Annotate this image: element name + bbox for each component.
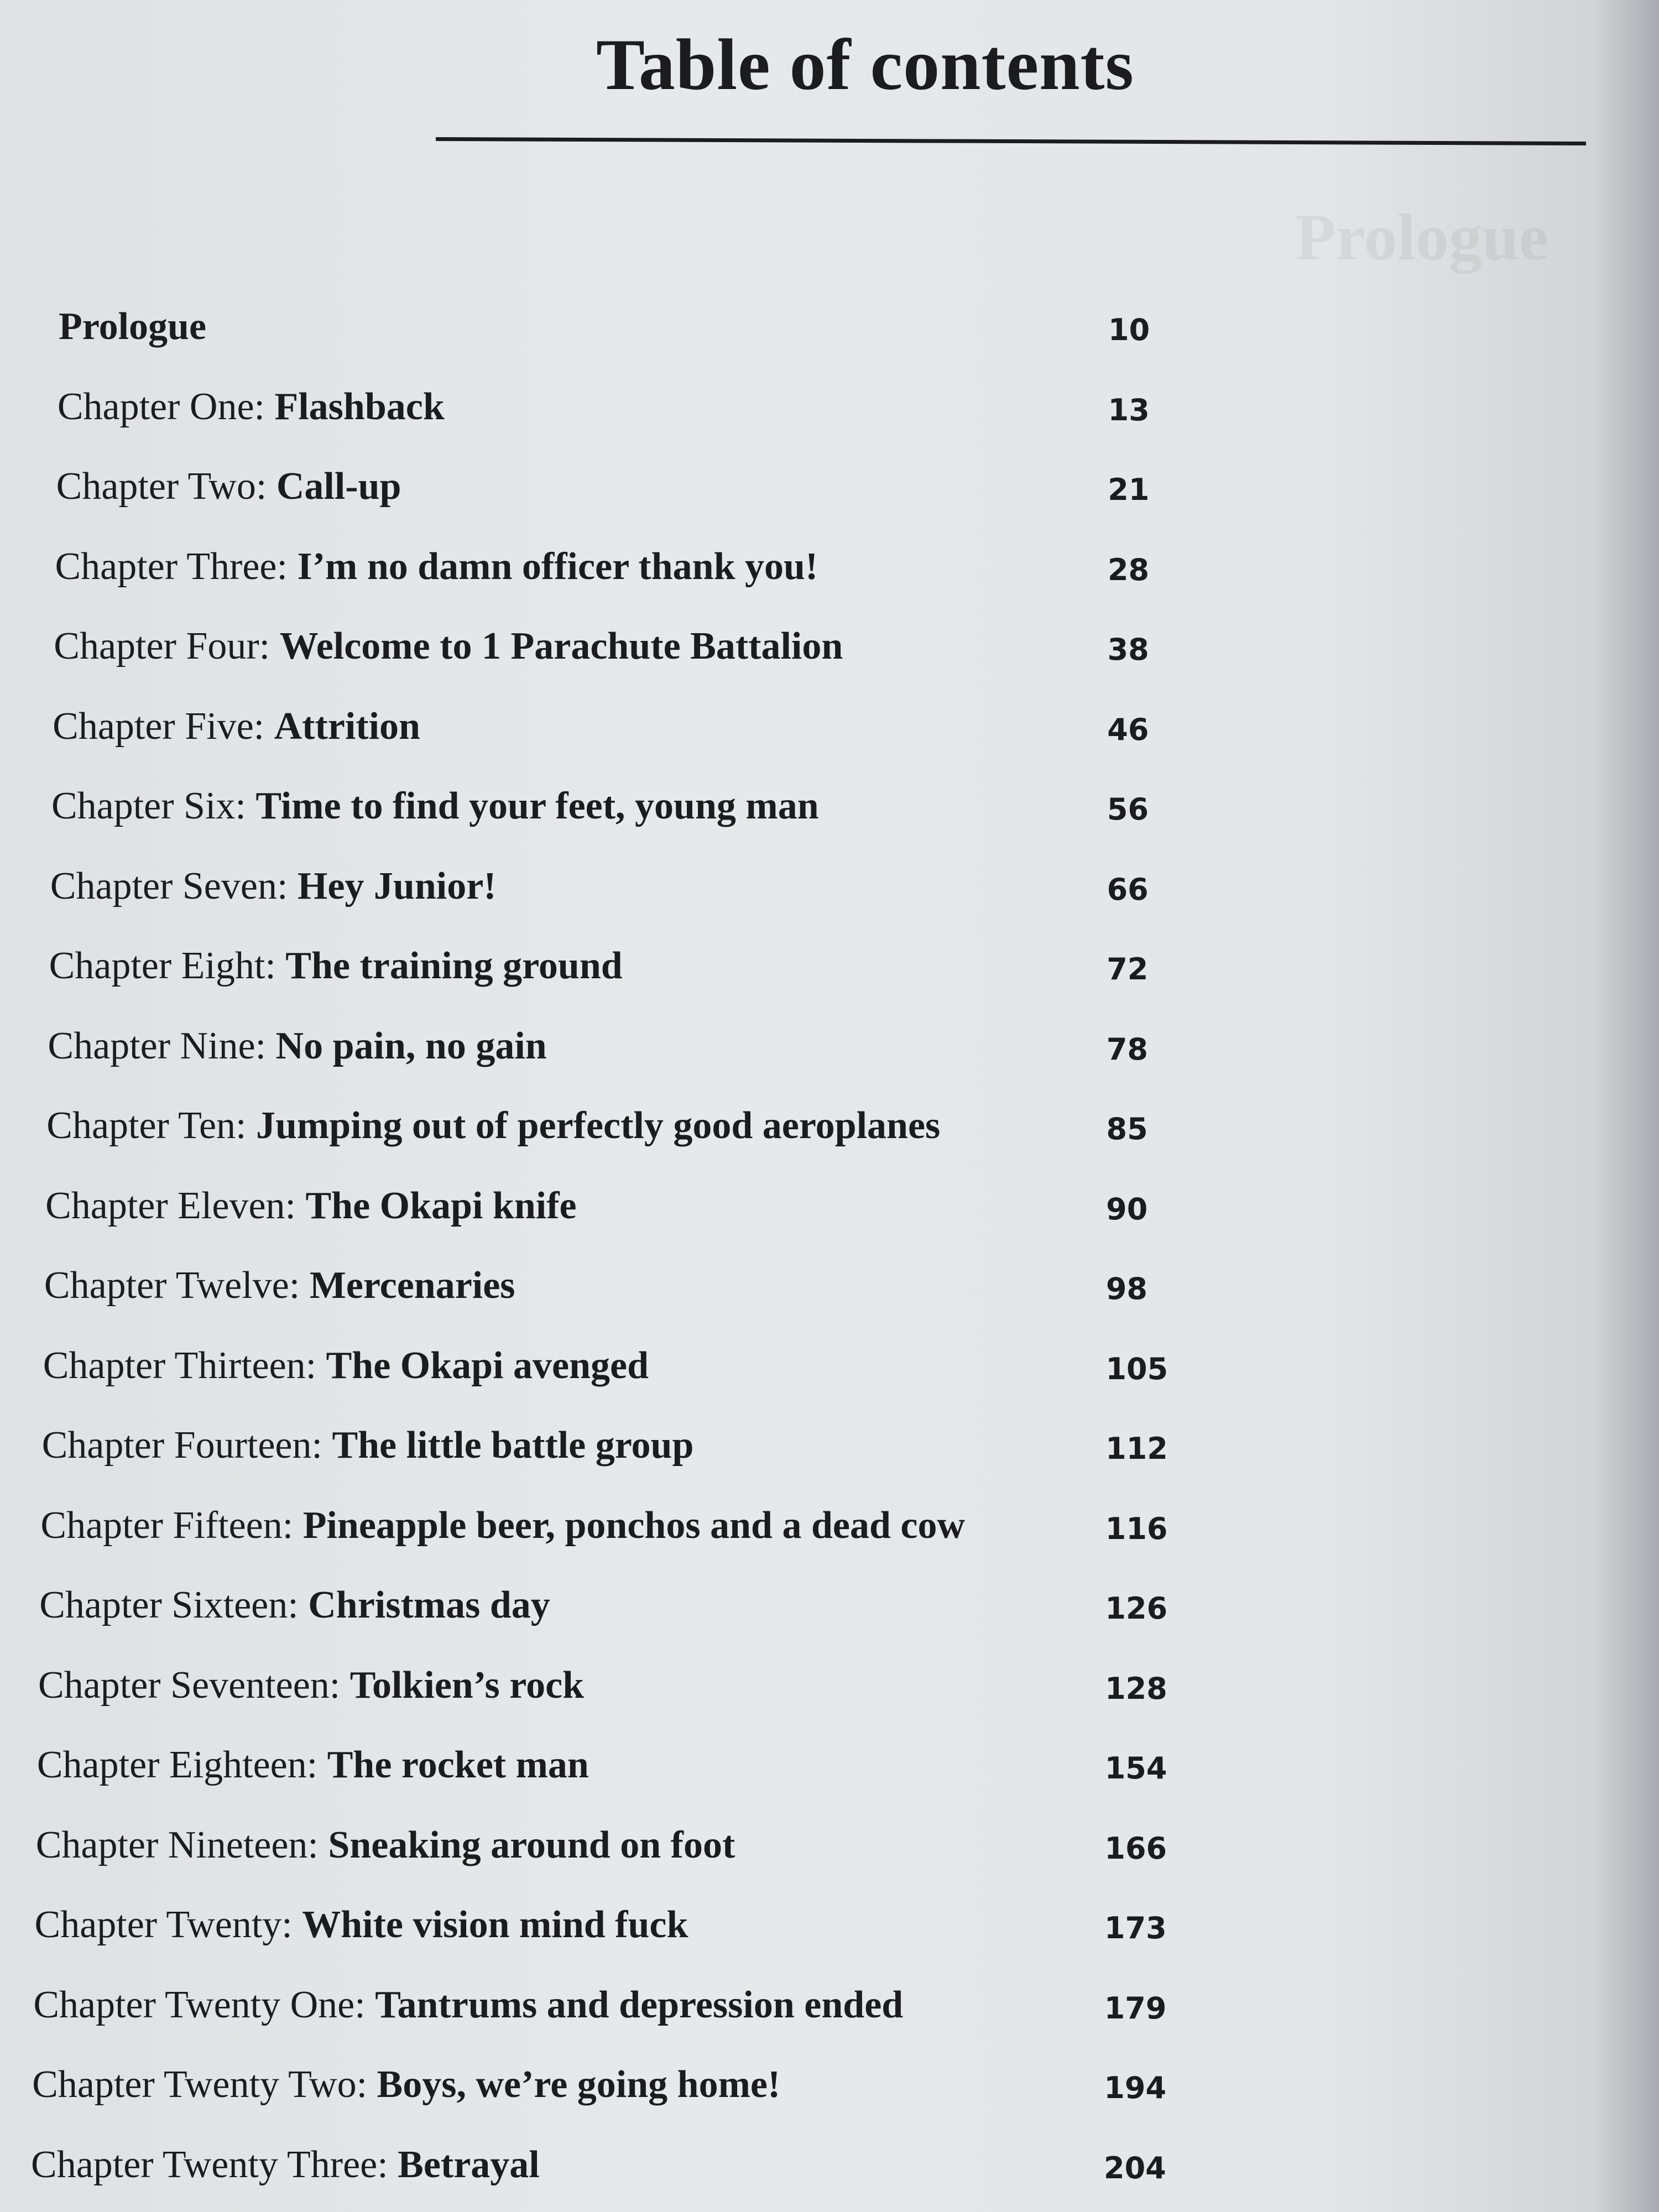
entry-title: Welcome to 1 Parachute Battalion [279,625,843,668]
entry-label: Chapter Eight: [49,945,286,988]
page-number: 56 [1107,792,1149,827]
toc-entry-chapter-15[interactable] [40,1506,965,1545]
page-number: 10 [1108,312,1150,347]
toc-entry-chapter-13[interactable] [43,1344,649,1387]
page-number: 179 [1104,1990,1167,2026]
page-number: 105 [1105,1351,1168,1386]
page-number: 126 [1105,1591,1168,1626]
page-number: 90 [1106,1191,1148,1227]
toc-entry-chapter-21[interactable] [33,1983,904,2026]
page-number: 46 [1107,712,1149,747]
page-number: 128 [1105,1671,1167,1706]
toc-entry-chapter-8[interactable] [49,945,623,988]
entry-title: The Okapi knife [305,1184,577,1227]
toc-entry-chapter-22[interactable] [32,2065,780,2104]
toc-entry-chapter-6[interactable] [51,787,819,826]
entry-title: Betrayal [398,2143,540,2186]
page-number: 116 [1105,1511,1168,1546]
entry-title: Flashback [274,385,445,428]
entry-title: Pineapple beer, ponchos and a dead cow [302,1504,966,1547]
entry-title: Attrition [274,705,420,748]
entry-label: Chapter Three: [55,545,298,588]
page-number: 204 [1104,2151,1166,2185]
entry-label: Chapter Twenty Two: [32,2063,377,2106]
page-number: 112 [1105,1431,1168,1467]
page-number: 98 [1105,1271,1147,1307]
entry-label: Chapter Five: [53,705,274,748]
entry-label: Chapter Sixteen: [39,1584,309,1627]
entry-label: Prologue [59,305,207,348]
page-number: 72 [1107,952,1149,987]
entry-title: White vision mind fuck [302,1903,688,1947]
toc-entry-chapter-1[interactable] [57,385,445,428]
entry-title: Call-up [276,465,401,508]
toc-entry-chapter-19[interactable] [35,1823,735,1866]
toc-entry-chapter-7[interactable] [50,864,497,907]
page-number: 194 [1104,2070,1167,2106]
entry-label: Chapter One: [57,385,275,428]
entry-title: The rocket man [327,1744,589,1787]
entry-title: Boys, we’re going home! [377,2063,781,2106]
toc-entry-chapter-4[interactable] [54,627,843,666]
entry-title: Jumping out of perfectly good aeroplanes [255,1104,941,1147]
entry-title: Christmas day [308,1584,550,1627]
toc-entry-chapter-14[interactable] [42,1426,694,1465]
entry-label: Chapter Nineteen: [35,1823,328,1866]
entry-title: Sneaking around on foot [328,1823,735,1866]
entry-label: Chapter Thirteen: [43,1344,326,1387]
entry-title: The little battle group [332,1424,694,1467]
toc-entry-chapter-23[interactable] [31,2143,540,2186]
page-title: Table of contents [596,24,1134,105]
entry-title: Mercenaries [309,1264,515,1307]
entry-title: Tolkien’s rock [349,1663,585,1707]
entry-label: Chapter Twenty Three: [31,2143,398,2186]
toc-entry-chapter-5[interactable] [53,707,420,746]
toc-entry-chapter-3[interactable] [55,547,818,586]
toc-entry-chapter-17[interactable] [38,1663,585,1707]
entry-label: Chapter Seventeen: [38,1663,350,1707]
page-number: 154 [1104,1751,1167,1786]
entry-title: The training ground [285,945,623,988]
entry-label: Chapter Ten: [46,1104,256,1147]
entry-label: Chapter Fourteen: [41,1424,332,1467]
entry-label: Chapter Twenty: [34,1903,302,1947]
entry-label: Chapter Twelve: [44,1264,310,1307]
page-number: 21 [1108,472,1150,508]
toc-entry-chapter-10[interactable] [46,1104,941,1147]
entry-label: Chapter Eleven: [45,1184,306,1227]
page-number: 38 [1107,632,1149,667]
entry-title: I’m no damn officer thank you! [297,545,818,588]
toc-entry-chapter-16[interactable] [39,1586,550,1625]
entry-label: Chapter Twenty One: [33,1983,375,2026]
bleed-through-text: Prologue [1295,200,1548,274]
entry-label: Chapter Fifteen: [40,1504,303,1547]
page-number: 28 [1107,552,1150,587]
entry-title: Time to find your feet, young man [255,785,819,828]
page-number: 78 [1106,1031,1149,1067]
entry-title: Tantrums and depression ended [375,1983,904,2026]
entry-title: No pain, no gain [275,1024,547,1067]
page-number: 66 [1107,872,1149,907]
toc-entry-chapter-18[interactable] [37,1746,589,1785]
toc-entry-prologue[interactable] [59,307,206,346]
entry-label: Chapter Eighteen: [36,1744,327,1787]
entry-label: Chapter Nine: [48,1024,276,1067]
page-number: 166 [1104,1830,1167,1866]
page-number: 85 [1106,1112,1148,1147]
entry-title: The Okapi avenged [326,1344,649,1387]
toc-entry-chapter-20[interactable] [34,1903,688,1947]
entry-label: Chapter Two: [56,465,276,508]
toc-entry-chapter-12[interactable] [44,1266,515,1305]
entry-label: Chapter Seven: [50,864,298,907]
entry-title: Hey Junior! [297,864,497,907]
entry-label: Chapter Four: [54,625,280,668]
toc-entry-chapter-11[interactable] [45,1184,577,1227]
page-number: 13 [1108,392,1150,427]
entry-label: Chapter Six: [51,785,256,828]
toc-entry-chapter-9[interactable] [48,1024,547,1067]
toc-entry-chapter-2[interactable] [56,467,401,506]
page-number: 173 [1104,1911,1167,1946]
